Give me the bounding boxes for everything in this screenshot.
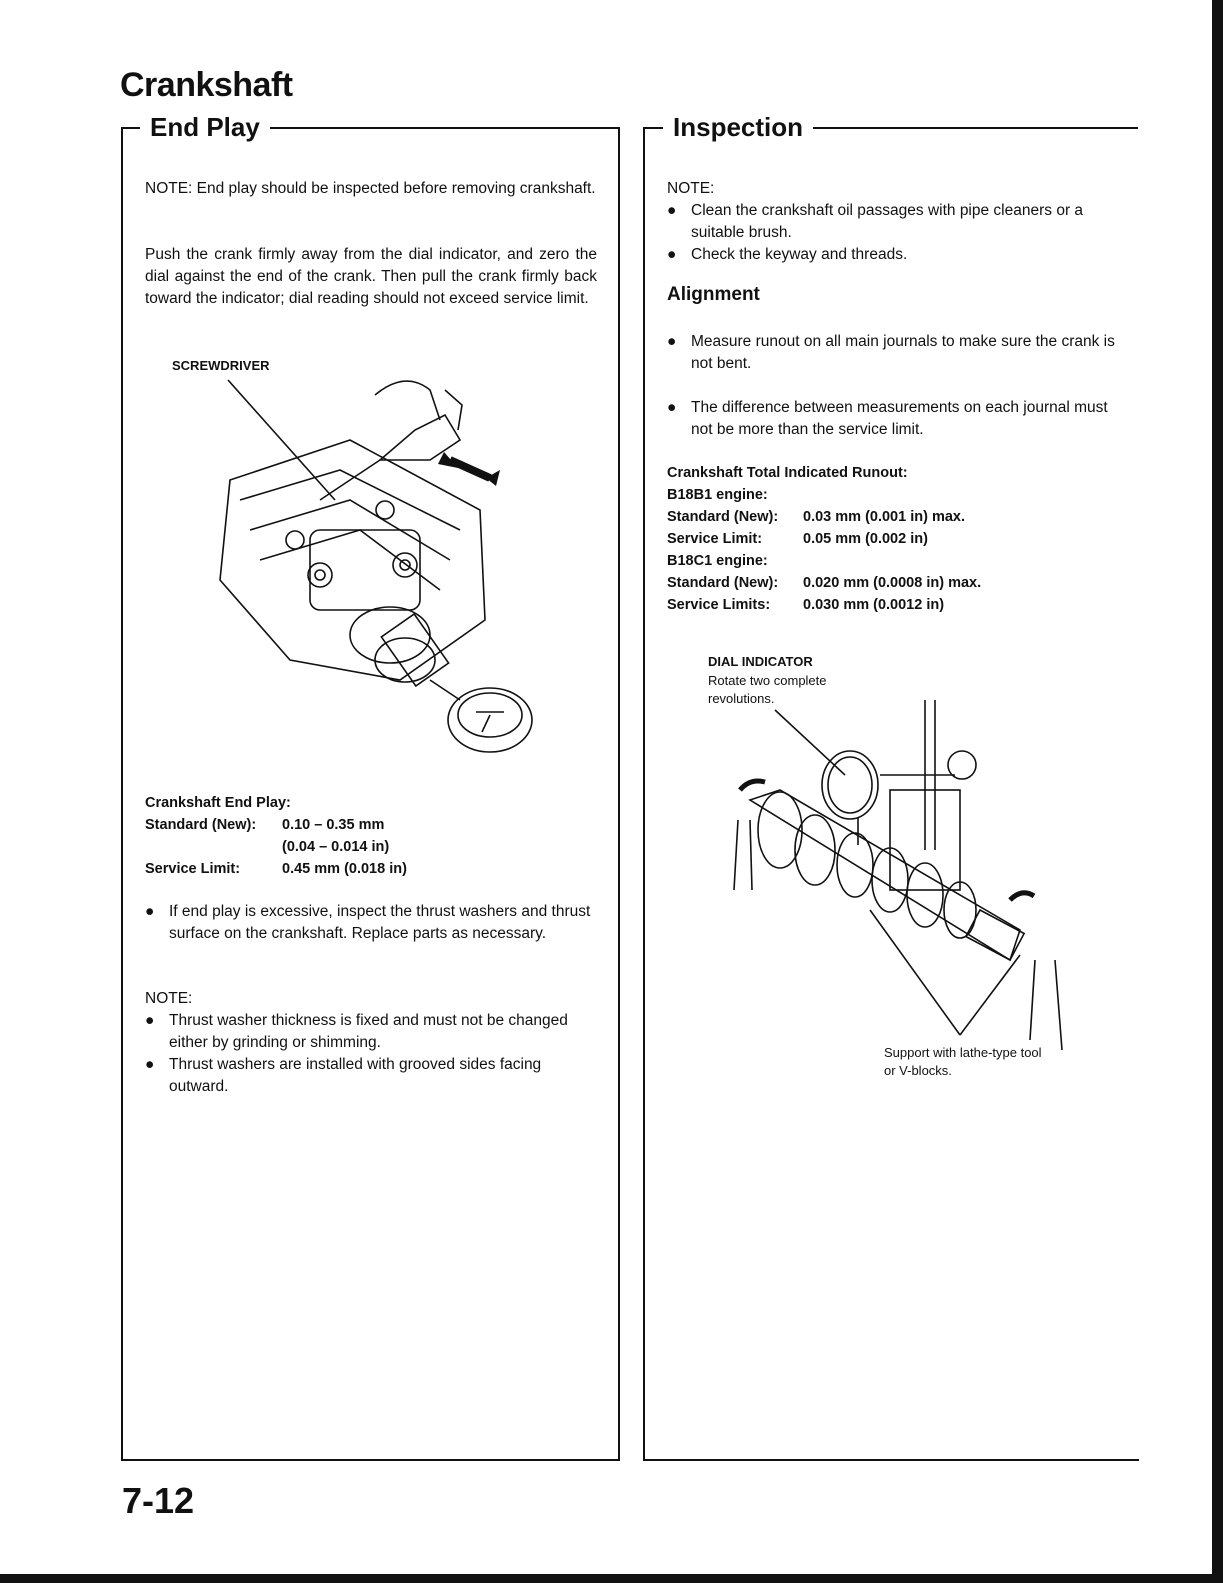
dial-indicator-note: Rotate two complete revolutions. bbox=[708, 673, 827, 706]
scan-right-edge bbox=[1212, 0, 1223, 1583]
b18c1-limit-label: Service Limits: bbox=[667, 597, 771, 613]
rotation-arrow bbox=[740, 781, 765, 790]
end-play-note2-item: ● Thrust washers are installed with grooved sides facing outward. bbox=[145, 1056, 542, 1095]
support-note: Support with lathe-type tool or V-blocks. bbox=[884, 1045, 1042, 1078]
b18c1-label: B18C1 engine: bbox=[667, 553, 768, 569]
end-play-bullet: ● If end play is excessive, inspect the thrust washers and thrust surface on the crankshaft. Replace parts as necessary. bbox=[145, 903, 591, 942]
end-play-standard-value: 0.10 – 0.35 mm bbox=[282, 817, 385, 833]
end-play-standard-value-in: (0.04 – 0.014 in) bbox=[282, 839, 390, 855]
b18b1-label: B18B1 engine: bbox=[667, 487, 768, 503]
rotation-arrow bbox=[1010, 893, 1034, 900]
b18c1-standard-value: 0.020 mm (0.0008 in) max. bbox=[803, 575, 982, 591]
inspection-title: Inspection bbox=[663, 112, 813, 143]
crankshaft-body bbox=[750, 790, 1020, 960]
alignment-title: Alignment bbox=[667, 284, 760, 305]
end-play-limit-label: Service Limit: bbox=[145, 861, 241, 877]
end-play-spec-title: Crankshaft End Play: bbox=[145, 795, 291, 811]
indicator-stem bbox=[430, 680, 460, 700]
runout-spec-title: Crankshaft Total Indicated Runout: bbox=[667, 465, 908, 481]
b18b1-limit-value: 0.05 mm (0.002 in) bbox=[803, 531, 928, 547]
b18b1-standard-value: 0.03 mm (0.001 in) max. bbox=[803, 509, 965, 525]
page-title: Crankshaft bbox=[120, 66, 293, 104]
bolt bbox=[393, 553, 417, 577]
bullet-dot: ● bbox=[667, 246, 677, 263]
screwdriver-shaft bbox=[320, 460, 380, 500]
screwdriver-label: SCREWDRIVER bbox=[172, 358, 270, 373]
crank-snout bbox=[966, 910, 1024, 960]
screwdriver-leader-line bbox=[228, 380, 335, 500]
direction-arrow bbox=[450, 460, 490, 478]
hand bbox=[380, 415, 460, 460]
b18c1-limit-value: 0.030 mm (0.0012 in) bbox=[803, 597, 945, 613]
dial-gauge bbox=[448, 688, 532, 752]
bullet-dot: ● bbox=[145, 1012, 155, 1029]
lathe-support bbox=[1030, 960, 1035, 1040]
bullet-dot: ● bbox=[145, 903, 155, 920]
end-play-note2-item: ● Thrust washer thickness is fixed and must not be changed either by grinding or shimming. bbox=[145, 1012, 568, 1051]
clamp-knob bbox=[948, 751, 976, 779]
inspection-note-title: NOTE: bbox=[667, 180, 715, 197]
bullet-dot: ● bbox=[667, 399, 677, 416]
end-play-note: NOTE: End play should be inspected before removing crankshaft. bbox=[145, 180, 596, 197]
scan-bottom-edge bbox=[0, 1574, 1223, 1583]
end-play-standard-label: Standard (New): bbox=[145, 817, 257, 833]
inspection-note-item: ● Check the keyway and threads. bbox=[667, 244, 1119, 266]
crank-snout bbox=[350, 607, 430, 663]
b18c1-standard-label: Standard (New): bbox=[667, 575, 779, 591]
dial-face bbox=[822, 751, 878, 819]
end-play-instruction: Push the crank firmly away from the dial indicator, and zero the dial against the end of the crank. Then pull the crank firmly back toward the indicator; dial reading should not exceed service limit. bbox=[145, 246, 597, 307]
b18b1-standard-label: Standard (New): bbox=[667, 509, 779, 525]
lathe-support bbox=[734, 820, 738, 890]
bullet-dot: ● bbox=[667, 202, 677, 219]
dial-indicator-label: DIAL INDICATOR bbox=[708, 654, 813, 669]
bullet-dot: ● bbox=[667, 333, 677, 350]
inspection-note-item: ● Clean the crankshaft oil passages with pipe cleaners or a suitable brush. bbox=[667, 202, 1084, 241]
bolt bbox=[308, 563, 332, 587]
end-play-illustration bbox=[200, 360, 550, 760]
end-play-limit-value: 0.45 mm (0.018 in) bbox=[282, 861, 407, 877]
end-play-title: End Play bbox=[140, 112, 270, 143]
bullet-dot: ● bbox=[145, 1056, 155, 1073]
b18b1-limit-label: Service Limit: bbox=[667, 531, 763, 547]
end-play-note2-title: NOTE: bbox=[145, 990, 193, 1007]
support-leader-line bbox=[870, 910, 960, 1035]
alignment-item: ● The difference between measurements on each journal must not be more than the service limit. bbox=[667, 399, 1108, 438]
page-number: 7-12 bbox=[122, 1480, 195, 1521]
alignment-item: ● Measure runout on all main journals to make sure the crank is not bent. bbox=[667, 333, 1115, 372]
runout-illustration bbox=[720, 690, 1080, 1060]
